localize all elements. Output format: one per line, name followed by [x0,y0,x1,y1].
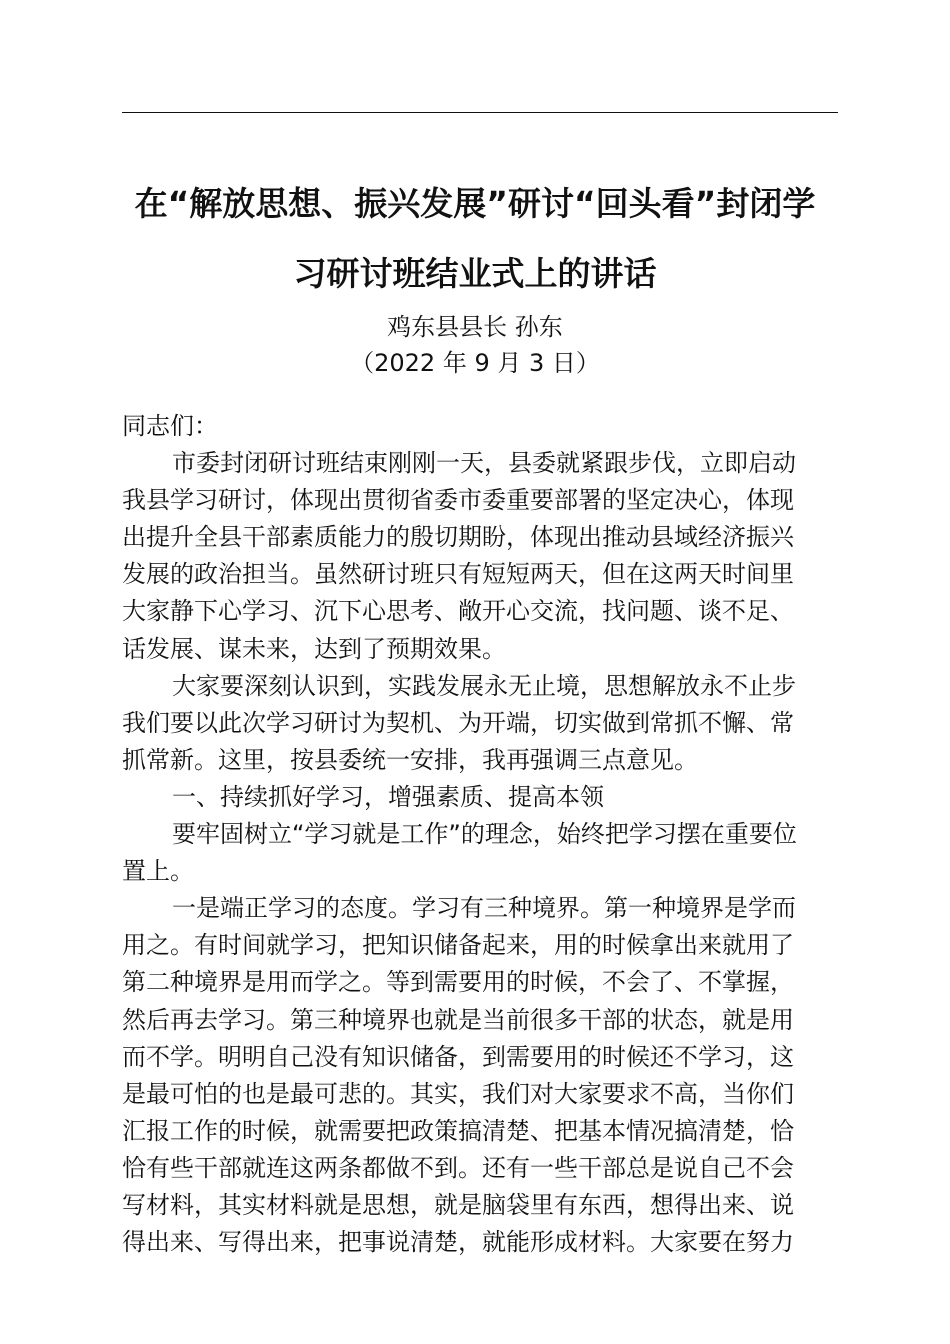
document-title-line-2: 习研讨班结业式上的讲话 [293,254,657,293]
paragraph-line: 一是端正学习的态度。学习有三种境界。第一种境界是学而 [172,894,796,923]
paragraph-line: 出提升全县干部素质能力的殷切期盼，体现出推动县域经济振兴 [122,523,794,552]
paragraph-line: 我们要以此次学习研讨为契机、为开端，切实做到常抓不懈、常 [122,708,794,737]
paragraph-line: 而不学。明明自己没有知识储备，到需要用的时候还不学习，这 [122,1042,794,1071]
paragraph-line: 要牢固树立“学习就是工作”的理念，始终把学习摆在重要位 [172,820,797,849]
paragraph-line: 我县学习研讨，体现出贯彻省委市委重要部署的坚定决心，体现 [122,486,794,515]
section-heading: 一、持续抓好学习，增强素质、提高本领 [172,782,604,811]
paragraph-line: 市委封闭研讨班结束刚刚一天，县委就紧跟步伐，立即启动 [172,449,796,478]
paragraph-line: 得出来、写得出来，把事说清楚，就能形成材料。大家要在努力 [122,1228,794,1257]
salutation: 同志们： [122,412,218,440]
paragraph-line: 然后再去学习。第三种境界也就是当前很多干部的状态，就是用 [122,1005,794,1034]
document-body [122,408,842,1261]
paragraph-line: 话发展、谋未来，达到了预期效果。 [122,634,506,663]
paragraph-line: 写材料，其实材料就是思想，就是脑袋里有东西，想得出来、说 [122,1190,794,1219]
paragraph-line: 抓常新。这里，按县委统一安排，我再强调三点意见。 [122,745,698,774]
paragraph-line: 是最可怕的也是最可悲的。其实，我们对大家要求不高，当你们 [122,1079,794,1108]
paragraph-line: 大家静下心学习、沉下心思考、敞开心交流，找问题、谈不足、 [122,597,794,626]
paragraph-line: 大家要深刻认识到，实践发展永无止境，思想解放永不止步 [172,671,796,700]
document-title-line-1: 在“解放思想、振兴发展”研讨“回头看”封闭学 [134,184,816,223]
paragraph-line: 第二种境界是用而学之。等到需要用的时候，不会了、不掌握， [122,968,794,997]
paragraph-line: 恰有些干部就连这两条都做不到。还有一些干部总是说自己不会 [122,1153,794,1182]
document-date: （2022 年 9 月 3 日） [350,349,600,377]
document-author: 鸡东县县长 孙东 [387,313,563,341]
paragraph-line: 用之。有时间就学习，把知识储备起来，用的时候拿出来就用了 [122,931,794,960]
paragraph-line: 汇报工作的时候，就需要把政策搞清楚、把基本情况搞清楚，恰 [122,1116,794,1145]
paragraph-line: 置上。 [122,857,194,886]
paragraph-line: 发展的政治担当。虽然研讨班只有短短两天，但在这两天时间里 [122,560,794,589]
header-rule [122,112,838,113]
